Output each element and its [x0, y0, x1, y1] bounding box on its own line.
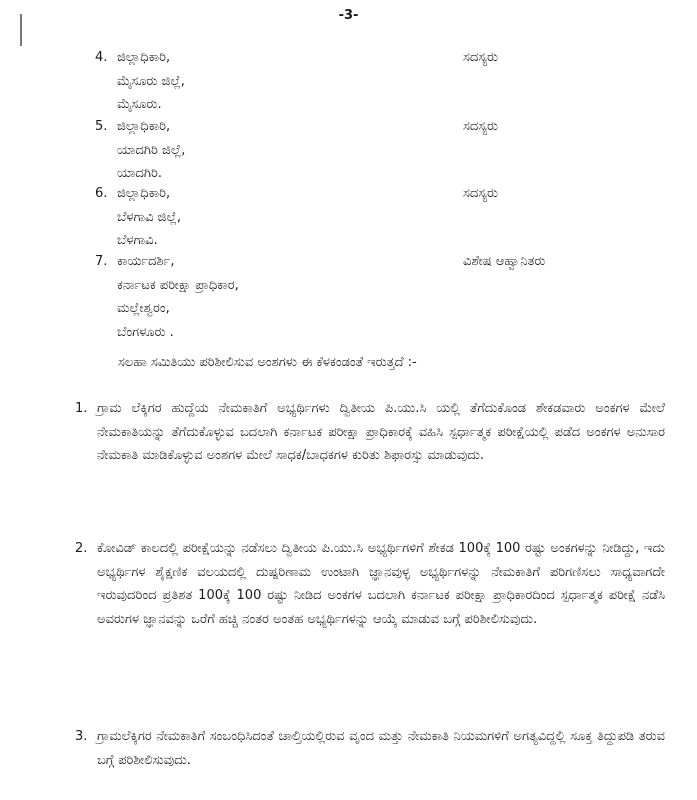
member-line: ಯಾದಗಿರಿ. [117, 166, 163, 181]
member-line: ಜಿಲ್ಲಾಧಿಕಾರಿ, [117, 119, 171, 134]
intro-text: ಸಲಹಾ ಸಮಿತಿಯು ಪರಿಶೀಲಿಸುವ ಅಂಶಗಳು ಈ ಕೆಳಕಂಡಂತೆ ಇರುತ್ತದೆ :- [118, 355, 417, 370]
member-line: ಯಾದಗಿರಿ ಜಿಲ್ಲೆ, [117, 142, 186, 158]
member-number: 6. [95, 186, 108, 201]
member-line: ಬೆಂಗಳೂರು . [117, 324, 174, 340]
member-line: ಕಾರ್ಯದರ್ಶಿ, [117, 254, 175, 269]
member-entry [95, 250, 239, 344]
point-text: ಕೋವಿಡ್ ಕಾಲದಲ್ಲಿ ಪರೀಕ್ಷೆಯನ್ನು ನಡೆಸಲು ದ್ವಿತೀಯ ಪಿ.ಯು.ಸಿ ಅಭ್ಯರ್ಥಿಗಳಿಗೆ ಶೇಕಡ 100ಕ್ಕೆ 100 ರಷ್ಟು ಅಂಕಗಳನ್ನು ನೀಡಿದ್ದು, ಇದು ಅಭ್ಯರ್ಥಿಗಳ ಶೈಕ್ಷಣಿಕ ವಲಯದಲ್ಲಿ ದುಷ್ಪರಿಣಾಮ ಉಂಟಾಗಿ ಜ್ಞಾನವುಳ್ಳ ಅಭ್ಯರ್ಥಿಗಳನ್ನು ನೇಮಕಾತಿಗೆ ಪರಿಗಣಿಸಲು ಸಾಧ್ಯವಾಗದೇ ಇರುವುದರಿಂದ ಪ್ರತಿಶತ 100ಕ್ಕೆ 100 ರಷ್ಟು ನೀಡಿದ ಅಂಕಗಳ ಬದಲಾಗಿ ಕರ್ನಾಟಕ ಪರೀಕ್ಷಾ ಪ್ರಾಧಿಕಾರದಿಂದ ಸ್ಪರ್ಧಾತ್ಮಕ ಪರೀಕ್ಷೆ ನಡೆಸಿ ಅವರುಗಳ ಜ್ಞಾನವನ್ನು ಒರೆಗೆ ಹಚ್ಚಿ ನಂತರ ಅಂತಹ ಅಭ್ಯರ್ಥಿಗಳನ್ನು ಆಯ್ಕೆ ಮಾಡುವ ಬಗ್ಗೆ ಪರಿಶೀಲಿಸುವುದು. [97, 541, 665, 627]
point-text: ಗ್ರಾಮಲೆಕ್ಕಿಗರ ನೇಮಕಾತಿಗೆ ಸಂಬಂಧಿಸಿದಂತೆ ಚಾಲ್ತಿಯಲ್ಲಿರುವ ವೃಂದ ಮತ್ತು ನೇಮಕಾತಿ ನಿಯಮಗಳಿಗೆ ಅಗತ್ಯವಿದ್ದಲ್ಲಿ ಸೂಕ್ತ ತಿದ್ದುಪಡಿ ತರುವ ಬಗ್ಗೆ ಪರಿಶೀಲಿಸುವುದು. [97, 729, 665, 768]
member-number: 4. [95, 50, 108, 65]
point-number: 2. [75, 541, 88, 556]
member-entry [95, 46, 185, 117]
point-text: ಗ್ರಾಮ ಲೆಕ್ಕಿಗರ ಹುದ್ದೆಯ ನೇಮಕಾತಿಗೆ ಅಭ್ಯರ್ಥಿಗಳು ದ್ವಿತೀಯ ಪಿ.ಯು.ಸಿ ಯಲ್ಲಿ ತೆಗೆದುಕೊಂಡ ಶೇಕಡವಾರು ಅಂಕಗಳ ಮೇಲೆ ನೇಮಕಾತಿಯನ್ನು ತೆಗೆದುಕೊಳ್ಳುವ ಬದಲಾಗಿ ಕರ್ನಾಟಕ ಪರೀಕ್ಷಾ ಪ್ರಾಧಿಕಾರಕ್ಕೆ ವಹಿಸಿ ಸ್ಪರ್ಧಾತ್ಮಕ ಪರೀಕ್ಷೆಯಲ್ಲಿ ಪಡೆದ ಅಂಕಗಳ ಅನುಸಾರ ನೇಮಕಾತಿ ಮಾಡಿಕೊಳ್ಳುವ ಅಂಶಗಳ ಮೇಲೆ ಸಾಧಕ/ಬಾಧಕಗಳ ಕುರಿತು ಶಿಫಾರಸ್ಸು ಮಾಡುವುದು. [97, 401, 665, 463]
member-line: ಮಲ್ಲೇಶ್ವರಂ, [117, 301, 170, 316]
point-item [75, 725, 665, 772]
member-role: ಸದಸ್ಯರು [463, 186, 499, 201]
member-entry [95, 115, 185, 186]
member-entry [95, 182, 181, 253]
member-role: ವಿಶೇಷ ಆಹ್ವಾನಿತರು [463, 254, 546, 269]
member-number: 7. [95, 254, 108, 269]
member-role: ಸದಸ್ಯರು [463, 119, 499, 134]
member-line: ಬೆಳಗಾವಿ. [117, 233, 158, 248]
page-number: -3- [338, 8, 359, 23]
point-item [75, 537, 665, 631]
member-line: ಮೈಸೂರು ಜಿಲ್ಲೆ, [117, 73, 185, 89]
member-line: ಕರ್ನಾಟಕ ಪರೀಕ್ಷಾ ಪ್ರಾಧಿಕಾರ, [117, 277, 239, 293]
member-role: ಸದಸ್ಯರು [463, 50, 499, 65]
member-number: 5. [95, 119, 108, 134]
point-number: 3. [75, 729, 88, 744]
member-line: ಜಿಲ್ಲಾಧಿಕಾರಿ, [117, 186, 171, 201]
member-line: ಮೈಸೂರು. [117, 97, 162, 112]
member-line: ಬೆಳಗಾವಿ ಜಿಲ್ಲೆ, [117, 209, 181, 225]
point-item [75, 397, 665, 468]
member-line: ಜಿಲ್ಲಾಧಿಕಾರಿ, [117, 50, 171, 65]
point-number: 1. [75, 401, 88, 416]
